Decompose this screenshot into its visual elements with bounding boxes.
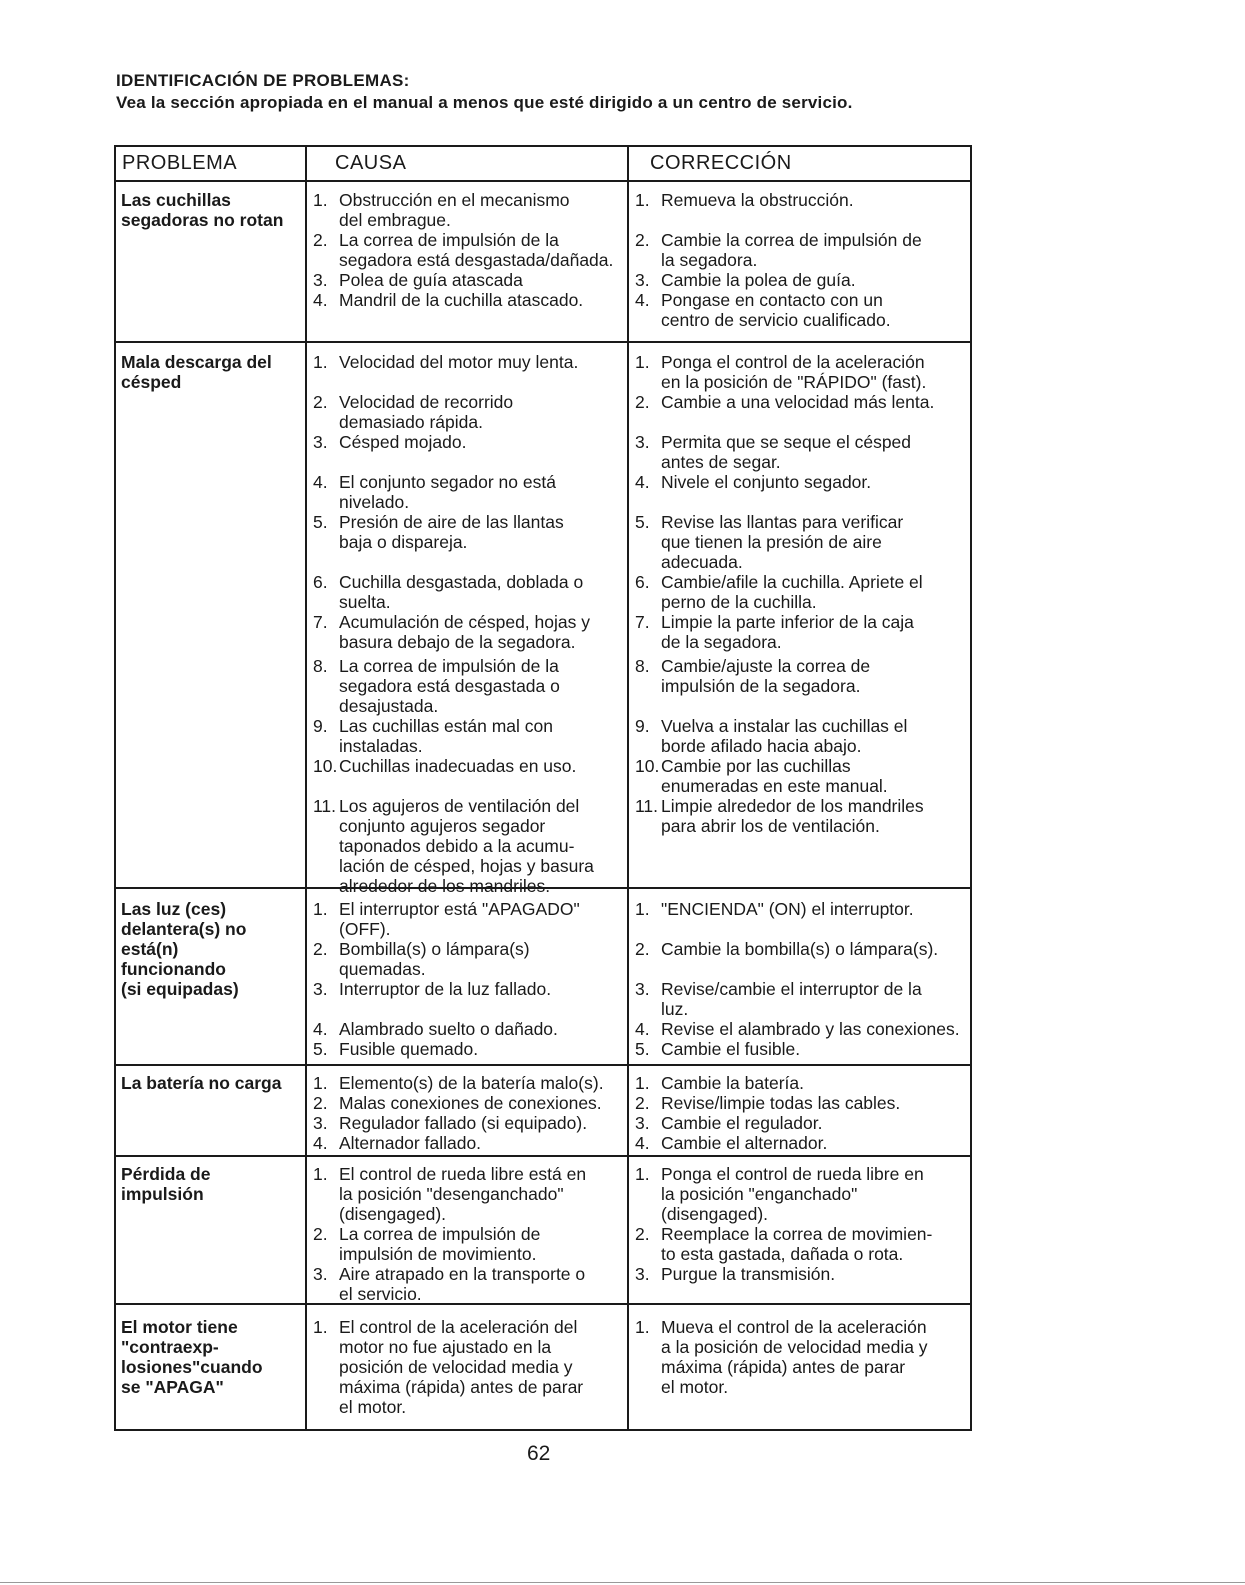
correction-text: Vuelva a instalar las cuchillas el borde afilado hacia abajo. (661, 716, 908, 756)
correction-list: 1. Ponga el control de rueda libre en la posición "enganchado" (disengaged). 2. Reemplace la correa de movimien- to esta gastada, dañada o rota. 3. Purgue la transmisión. (635, 1164, 933, 1284)
section-subtitle: Vea la sección apropiada en el manual a menos que esté dirigido a un centro de servicio. (116, 93, 853, 112)
cause-list: 1. Velocidad del motor muy lenta. 2. Velocidad de recorrido demasiado rápida. 3. Césped mojado. 4. El conjunto segador no está nivelado. 5. Presión de aire de las llantas baja o dispareja. 6. Cuchilla desgastada, doblada o suelta. 7. Acumulación de césped, hojas y basura debajo de la segadora. 8. La correa de impulsión de la segadora está desgastada o desajustada. 9. Las cuchillas están mal con instaladas. 10. Cuchillas inadecuadas en uso. 11. Los agujeros de ventilación del conjunto agujeros segador taponados debido a la acumu- lación de césped, hojas y basura alrededor de los mandriles. (313, 352, 594, 896)
correction-text: Permita que se seque el césped antes de segar. (661, 432, 912, 472)
page-header (116, 70, 1016, 114)
cause-text: Interruptor de la luz fallado. (339, 979, 552, 999)
cause-text: Presión de aire de las llantas baja o dispareja. (339, 512, 564, 552)
correction-text: Cambie el regulador. (661, 1113, 823, 1133)
correction-text: Cambie/afile la cuchilla. Apriete el perno de la cuchilla. (661, 572, 923, 612)
section-title: IDENTIFICACIÓN DE PROBLEMAS: (116, 71, 410, 90)
cause-text: Elemento(s) de la batería malo(s). (339, 1073, 604, 1093)
correction-text: Ponga el control de la aceleración en la posición de "RÁPIDO" (fast). (661, 352, 927, 392)
cause-text: Aire atrapado en la transporte o el servicio. (339, 1264, 586, 1304)
correction-text: Cambie la polea de guía. (661, 270, 856, 290)
page-number: 62 (527, 1442, 551, 1465)
problem-label: Las cuchillas segadoras no rotan (121, 190, 284, 230)
cause-text: El control de la aceleración del motor no fue ajustado en la posición de velocidad media y máxima (rápida) antes de parar el motor. (339, 1317, 584, 1417)
cause-text: Bombilla(s) o lámpara(s) quemadas. (339, 939, 530, 979)
correction-text: Purgue la transmisión. (661, 1264, 836, 1284)
cause-list: 1. El interruptor está "APAGADO" (OFF). 2. Bombilla(s) o lámpara(s) quemadas. 3. Interruptor de la luz fallado. 4. Alambrado suelto o dañado. 5. Fusible quemado. (313, 899, 580, 1059)
cause-text: Malas conexiones de conexiones. (339, 1093, 602, 1113)
column-header-cause: CAUSA (335, 152, 407, 174)
correction-text: Revise el alambrado y las conexiones. (661, 1019, 960, 1039)
cause-text: Césped mojado. (339, 432, 467, 452)
problem-label: El motor tiene "contraexp- losiones"cuando se "APAGA" (121, 1317, 263, 1397)
cause-text: Las cuchillas están mal con instaladas. (339, 716, 553, 756)
problem-label: La batería no carga (121, 1073, 282, 1093)
correction-text: Revise/limpie todas las cables. (661, 1093, 901, 1113)
correction-text: Cambie la batería. (661, 1073, 804, 1093)
cause-text: Mandril de la cuchilla atascado. (339, 290, 584, 310)
cause-text: Cuchilla desgastada, doblada o suelta. (339, 572, 584, 612)
correction-text: Cambie por las cuchillas enumeradas en este manual. (661, 756, 888, 796)
correction-text: Limpie la parte inferior de la caja de la segadora. (661, 612, 914, 652)
cause-text: El control de rueda libre está en la posición "desenganchado" (disengaged). (339, 1164, 587, 1224)
correction-text: Revise/cambie el interruptor de la luz. (661, 979, 922, 1019)
problem-label: Mala descarga del césped (121, 352, 272, 392)
column-header-problem: PROBLEMA (122, 152, 238, 174)
cause-list: 1. El control de la aceleración del motor no fue ajustado en la posición de velocidad media y máxima (rápida) antes de parar el motor. (313, 1317, 584, 1417)
correction-text: Revise las llantas para verificar que tienen la presión de aire adecuada. (661, 512, 904, 572)
correction-list: 1. Remueva la obstrucción. 2. Cambie la correa de impulsión de la segadora. 3. Cambie la polea de guía. 4. Pongase en contacto con un centro de servicio cualificado. (635, 190, 922, 330)
cause-text: La correa de impulsión de impulsión de movimiento. (339, 1224, 541, 1264)
correction-text: Reemplace la correa de movimien- to esta gastada, dañada o rota. (661, 1224, 933, 1264)
troubleshooting-table (114, 145, 972, 1431)
problem-label: Pérdida de impulsión (121, 1164, 211, 1204)
problem-label: Las luz (ces) delantera(s) no está(n) funcionando (si equipadas) (121, 899, 247, 999)
row-divider (116, 341, 970, 343)
cause-text: La correa de impulsión de la segadora está desgastada/dañada. (339, 230, 614, 270)
correction-list: 1. Mueva el control de la aceleración a la posición de velocidad media y máxima (rápida) antes de parar el motor. (635, 1317, 928, 1397)
cause-list: 1. El control de rueda libre está en la posición "desenganchado" (disengaged). 2. La correa de impulsión de impulsión de movimiento. 3. Aire atrapado en la transporte o el servicio. (313, 1164, 587, 1304)
column-divider (305, 147, 307, 1429)
cause-text: Fusible quemado. (339, 1039, 479, 1059)
cause-text: Regulador fallado (si equipado). (339, 1113, 588, 1133)
cause-text: El interruptor está "APAGADO" (OFF). (339, 899, 580, 939)
column-header-correction: CORRECCIÓN (650, 152, 792, 174)
cause-text: Obstrucción en el mecanismo del embrague. (339, 190, 570, 230)
correction-text: Cambie/ajuste la correa de impulsión de la segadora. (661, 656, 871, 696)
correction-text: Pongase en contacto con un centro de servicio cualificado. (661, 290, 891, 330)
correction-text: Nivele el conjunto segador. (661, 472, 872, 492)
correction-text: Limpie alrededor de los mandriles para abrir los de ventilación. (661, 796, 924, 836)
cause-text: El conjunto segador no está nivelado. (339, 472, 556, 512)
cause-text: Polea de guía atascada (339, 270, 523, 290)
correction-text: Cambie a una velocidad más lenta. (661, 392, 935, 412)
cause-text: Los agujeros de ventilación del conjunto agujeros segador taponados debido a la acumu- lación de césped, hojas y basura alrededor de los mandriles. (339, 796, 594, 896)
correction-text: Ponga el control de rueda libre en la posición "enganchado" (disengaged). (661, 1164, 924, 1224)
cause-text: Acumulación de césped, hojas y basura debajo de la segadora. (339, 612, 590, 652)
row-divider (116, 1155, 970, 1157)
scan-edge-line (0, 1582, 1245, 1583)
cause-text: Alambrado suelto o dañado. (339, 1019, 558, 1039)
correction-text: Cambie la bombilla(s) o lámpara(s). (661, 939, 939, 959)
correction-list: 1. "ENCIENDA" (ON) el interruptor. 2. Cambie la bombilla(s) o lámpara(s). 3. Revise/cambie el interruptor de la luz. 4. Revise el alambrado y las conexiones. 5. Cambie el fusible. (635, 899, 960, 1059)
correction-text: Mueva el control de la aceleración a la posición de velocidad media y máxima (rápida) antes de parar el motor. (661, 1317, 928, 1397)
correction-list: 1. Ponga el control de la aceleración en la posición de "RÁPIDO" (fast). 2. Cambie a una velocidad más lenta. 3. Permita que se seque el césped antes de segar. 4. Nivele el conjunto segador. 5. Revise las llantas para verificar que tienen la presión de aire adecuada. 6. Cambie/afile la cuchilla. Apriete el perno de la cuchilla. 7. Limpie la parte inferior de la caja de la segadora. 8. Cambie/ajuste la correa de impulsión de la segadora. 9. Vuelva a instalar las cuchillas el borde afilado hacia abajo. 10. Cambie por las cuchillas enumeradas en este manual. 11. Limpie alrededor de los mandriles para abrir los de ventilación. (635, 352, 935, 836)
cause-list: 1. Obstrucción en el mecanismo del embrague. 2. La correa de impulsión de la segadora está desgastada/dañada. 3. Polea de guía atascada 4. Mandril de la cuchilla atascado. (313, 190, 614, 310)
cause-text: La correa de impulsión de la segadora está desgastada o desajustada. (339, 656, 560, 716)
correction-text: Cambie el alternador. (661, 1133, 828, 1153)
cause-text: Cuchillas inadecuadas en uso. (339, 756, 577, 776)
correction-text: "ENCIENDA" (ON) el interruptor. (661, 899, 914, 919)
cause-text: Velocidad de recorrido demasiado rápida. (339, 392, 514, 432)
correction-list: 1. Cambie la batería. 2. Revise/limpie todas las cables. 3. Cambie el regulador. 4. Cambie el alternador. (635, 1073, 901, 1153)
row-divider (116, 1064, 970, 1066)
correction-text: Remueva la obstrucción. (661, 190, 854, 210)
cause-text: Velocidad del motor muy lenta. (339, 352, 579, 372)
cause-list: 1. Elemento(s) de la batería malo(s). 2. Malas conexiones de conexiones. 3. Regulador fallado (si equipado). 4. Alternador fallado. (313, 1073, 604, 1153)
row-divider (116, 180, 970, 182)
cause-text: Alternador fallado. (339, 1133, 482, 1153)
correction-text: Cambie la correa de impulsión de la segadora. (661, 230, 922, 270)
correction-text: Cambie el fusible. (661, 1039, 801, 1059)
